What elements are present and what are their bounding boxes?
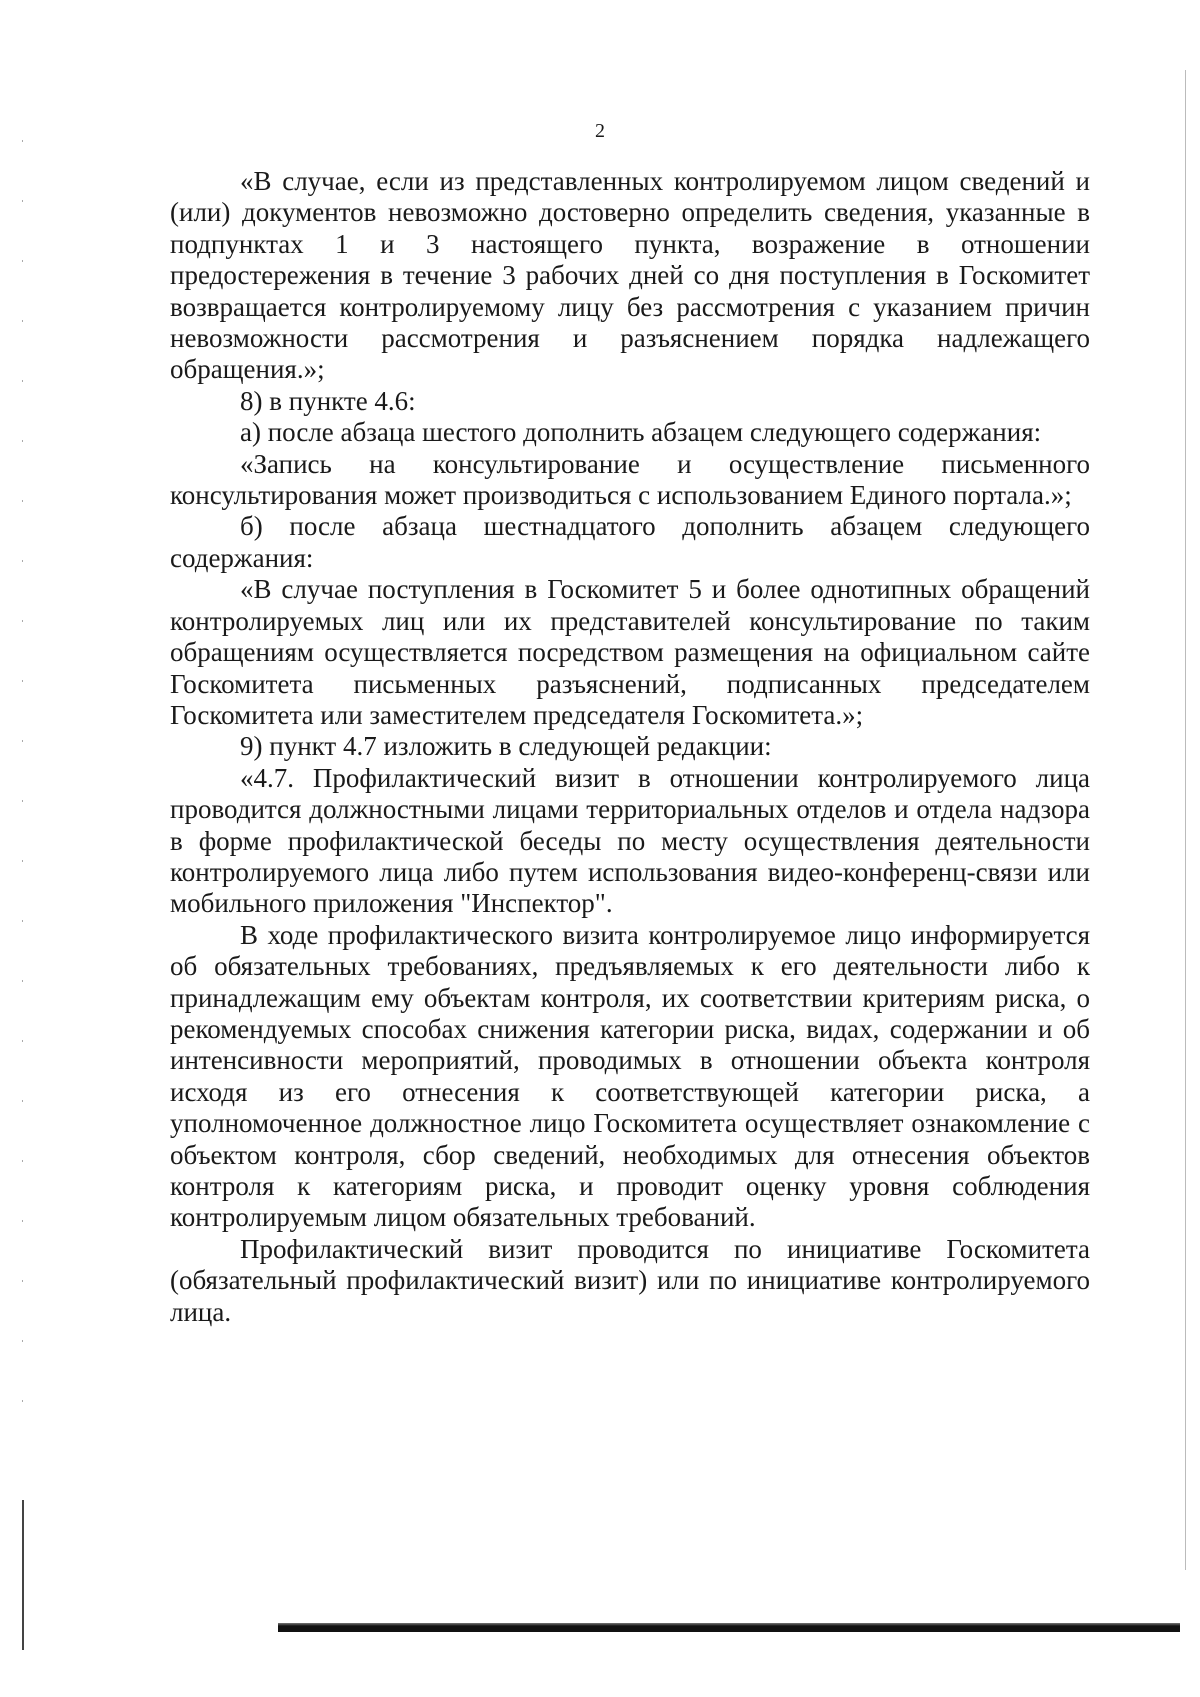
scan-artifacts [22, 140, 23, 1440]
paragraph-item-9: 9) пункт 4.7 изложить в следующей редакции: [240, 731, 772, 762]
paragraph-visit-initiative: Профилактический визит проводится по инициативе Госкомитета (обязательный профилактический визит) или по инициативе контролируемого лица. [170, 1233, 1090, 1327]
paragraph-objection-return: «В случае, если из представленных контролируемом лицом сведений и (или) документов невозможно достоверно определить сведения, указанные в подпунктах 1 и 3 настоящего пункта, возражение в отношении предостережения в течение 3 рабочих дней со дня поступления в Госкомитет возвращается контролируемому лицу без рассмотрения с указанием причин невозможности рассмотрения и разъяснением порядка надлежащего обращения.»; [170, 166, 1090, 385]
paragraph-item-8: 8) в пункте 4.6: [240, 385, 416, 416]
paragraph-4-7-visit: «4.7. Профилактический визит в отношении контролируемого лица проводится должностными лицами территориальных отделов и отдела надзора в форме профилактической беседы по месту осуществления деятельности контролируемого лица либо путем использования видео-конференц-связи или мобильного приложения "Инспектор". [170, 762, 1090, 919]
paragraph-multiple-appeals: «В случае поступления в Госкомитет 5 и более однотипных обращений контролируемых лиц или их представителей консультирование по таким обращениям осуществляется посредством размещения на официальном сайте Госкомитета письменных разъяснений, подписанных председателем Госкомитета или заместителем председателя Госкомитета.»; [170, 574, 1090, 730]
scan-edge-right [1185, 70, 1186, 1570]
paragraph-visit-details: В ходе профилактического визита контролируемое лицо информируется об обязательных требованиях, предъявляемых к его деятельности либо к принадлежащим ему объектам контроля, их соответствии критериям риска, о рекомендуемых способах снижения категории риска, видах, содержании и об интенсивности мероприятий, проводимых в отношении объекта контроля исходя из его отнесения к соответствующей категории риска, а уполномоченное должностное лицо Госкомитета осуществляет ознакомление с объектом контроля, сбор сведений, необходимых для отнесения объектов контроля к категориям риска, и проводит оценку уровня соблюдения контролируемым лицом обязательных требований. [170, 919, 1090, 1233]
document-body [170, 166, 1090, 1328]
paragraph-item-8b: б) после абзаца шестнадцатого дополнить абзацем следующего содержания: [170, 511, 1090, 573]
paragraph-item-8a: а) после абзаца шестого дополнить абзацем следующего содержания: [240, 417, 1042, 448]
paragraph-consultation-record: «Запись на консультирование и осуществление письменного консультирования может производиться с использованием Единого портала.»; [170, 448, 1090, 511]
bottom-rule [278, 1623, 1180, 1632]
scan-edge-left [22, 1500, 24, 1650]
page-number: 2 [595, 120, 605, 142]
